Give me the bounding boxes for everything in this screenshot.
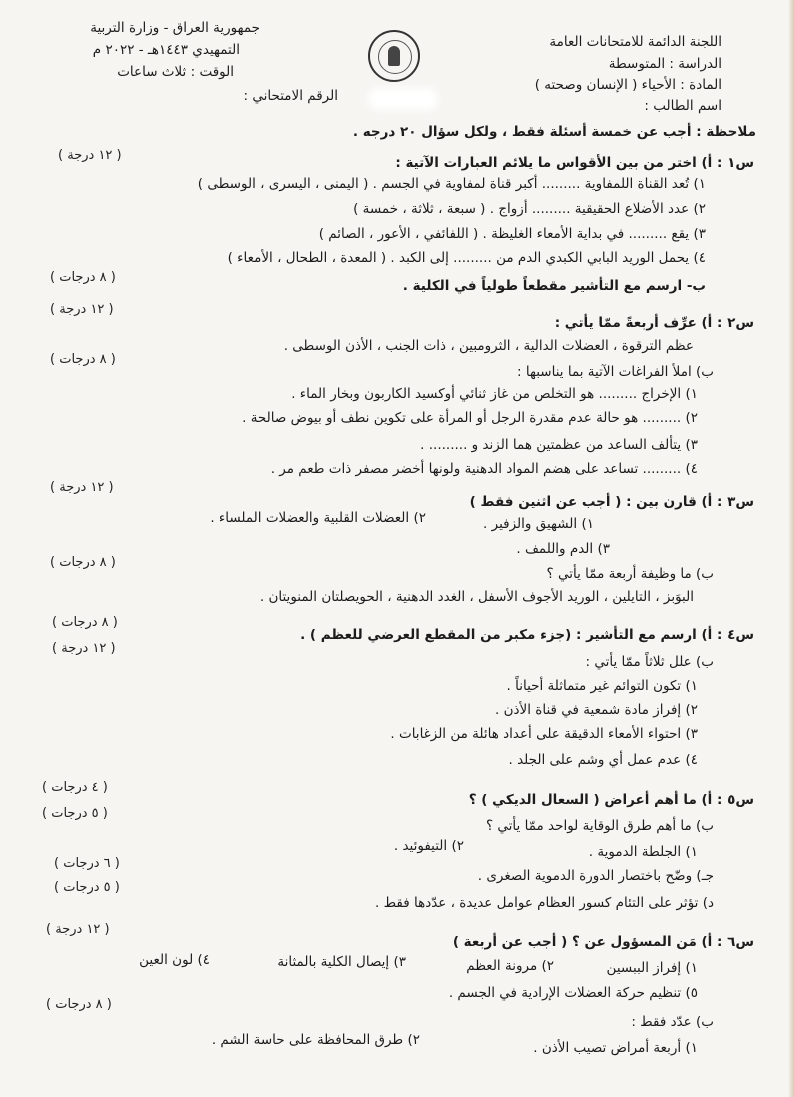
header-study: الدراسة : المتوسطة bbox=[608, 56, 722, 72]
header-republic: جمهورية العراق - وزارة التربية bbox=[90, 20, 260, 36]
q5-mark-c: ( ٦ درجات ) bbox=[54, 856, 120, 871]
q1-part-b: ب- ارسم مع التأشير مقطعاً طولياً في الكلية . bbox=[402, 278, 706, 294]
q2-item-4: ٤) ......... تساعد على هضم المواد الدهنية ولونها أخضر مصفر ذات طعم مر . bbox=[270, 461, 698, 477]
q5-mark-a: ( ٤ درجات ) bbox=[42, 780, 108, 795]
q2-terms: عظم الترقوة ، العضلات الدالية ، الثرومبين ، ذات الجنب ، الأذن الوسطى . bbox=[283, 338, 694, 354]
q1-item-2: ٢) عدد الأضلاع الحقيقية ......... أزواج . ( سبعة ، ثلاثة ، خمسة ) bbox=[353, 201, 706, 217]
q4-mark-a: ( ٨ درجات ) bbox=[52, 615, 118, 630]
q5-title: س٥ : أ) ما أهم أعراض ( السعال الديكي ) ؟ bbox=[468, 792, 754, 808]
q6-item-2: ٢) مرونة العظم bbox=[466, 958, 554, 974]
exam-note: ملاحظة : أجب عن خمسة أسئلة فقط ، ولكل سؤال ٢٠ درجه . bbox=[352, 124, 756, 140]
header-time: الوقت : ثلاث ساعات bbox=[117, 64, 234, 80]
q3-part-b: ب) ما وظيفة أربعة ممّا يأتي ؟ bbox=[546, 566, 714, 582]
header-committee: اللجنة الدائمة للامتحانات العامة bbox=[549, 34, 722, 50]
q3-item-2: ٢) العضلات القلبية والعضلات الملساء . bbox=[210, 510, 426, 526]
q4-item-3: ٣) احتواء الأمعاء الدقيقة على أعداد هائلة من الزغابات . bbox=[390, 726, 698, 742]
q4-item-2: ٢) إفراز مادة شمعية في قناة الأذن . bbox=[495, 702, 698, 718]
q6-item-5: ٥) تنظيم حركة العضلات الإرادية في الجسم . bbox=[448, 985, 698, 1001]
q5-item-2: ٢) التيفوئيد . bbox=[393, 838, 464, 854]
q2-item-3: ٣) يتألف الساعد من عظمتين هما الزند و ......... . bbox=[420, 437, 698, 453]
q6-b-item-1: ١) أربعة أمراض تصيب الأذن . bbox=[533, 1040, 698, 1056]
redacted-area bbox=[368, 88, 438, 110]
q3-terms: البوَبز ، التايلين ، الوريد الأجوف الأسفل ، الغدد الدهنية ، الحويصلتان المنويتان . bbox=[259, 589, 694, 605]
q4-mark-b: ( ١٢ درجة ) bbox=[52, 641, 116, 656]
header-subject: المادة : الأحياء ( الإنسان وصحته ) bbox=[534, 77, 722, 93]
q5-part-c: جـ) وضّح باختصار الدورة الدموية الصغرى . bbox=[477, 868, 714, 884]
header-exam-number: الرقم الامتحاني : bbox=[243, 88, 338, 104]
q1-title: س١ : أ) اختر من بين الأقواس ما يلائم العبارات الآتية : bbox=[395, 155, 754, 171]
q5-mark-d: ( ٥ درجات ) bbox=[54, 880, 120, 895]
header-session: التمهيدي ١٤٤٣هـ - ٢٠٢٢ م bbox=[92, 42, 240, 58]
q6-item-4: ٤) لون العين bbox=[139, 952, 210, 968]
q2-mark-a: ( ١٢ درجة ) bbox=[50, 302, 114, 317]
q4-title: س٤ : أ) ارسم مع التأشير : (جزء مكبر من المقطع العرضي للعظم ) . bbox=[300, 627, 754, 643]
q2-title: س٢ : أ) عرِّف أربعةً ممّا يأتي : bbox=[554, 315, 754, 331]
q6-item-1: ١) إفراز الببسين bbox=[606, 960, 698, 976]
q2-item-1: ١) الإخراج ......... هو التخلص من غاز ثنائي أوكسيد الكاربون وبخار الماء . bbox=[291, 386, 698, 402]
q6-part-b: ب) عدّد فقط : bbox=[631, 1014, 714, 1030]
q3-item-1: ١) الشهيق والزفير . bbox=[483, 516, 594, 532]
paper-edge bbox=[788, 0, 794, 1097]
q4-item-1: ١) تكون التوائم غير متماثلة أحياناً . bbox=[506, 678, 698, 694]
q6-item-3: ٣) إيصال الكلية بالمثانة bbox=[277, 954, 406, 970]
header-student-name: اسم الطالب : bbox=[644, 98, 722, 114]
q3-item-3: ٣) الدم واللمف . bbox=[516, 541, 610, 557]
q2-part-b: ب) املأ الفراغات الآتية بما يناسبها : bbox=[517, 364, 714, 380]
q5-item-1: ١) الجلطة الدموية . bbox=[588, 844, 698, 860]
q6-mark-b: ( ٨ درجات ) bbox=[46, 997, 112, 1012]
q4-item-4: ٤) عدم عمل أي وشم على الجلد . bbox=[508, 752, 698, 768]
q5-mark-b: ( ٥ درجات ) bbox=[42, 806, 108, 821]
q6-title: س٦ : أ) مَن المسؤول عن ؟ ( أجب عن أربعة ) bbox=[452, 934, 754, 950]
q1-item-1: ١) تُعد القناة اللمفاوية ......... أكبر قناة لمفاوية في الجسم . ( اليمنى ، اليسرى ، الوسطى ) bbox=[197, 176, 706, 192]
q6-b-item-2: ٢) طرق المحافظة على حاسة الشم . bbox=[211, 1032, 420, 1048]
q4-part-b: ب) علل ثلاثاً ممّا يأتي : bbox=[585, 654, 714, 670]
q5-part-d: د) تؤثر على التئام كسور العظام عوامل عديدة ، عدّدها فقط . bbox=[375, 895, 714, 911]
q2-item-2: ٢) ......... هو حالة عدم مقدرة الرجل أو المرأة على تكوين نطف أو بيوض صالحة . bbox=[242, 410, 698, 426]
ministry-seal-icon bbox=[368, 30, 420, 82]
q2-mark-b: ( ٨ درجات ) bbox=[50, 352, 116, 367]
q3-title: س٣ : أ) قارن بين : ( أجب عن اثنين فقط ) bbox=[469, 494, 754, 510]
q1-mark-b: ( ٨ درجات ) bbox=[50, 270, 116, 285]
q1-mark-a: ( ١٢ درجة ) bbox=[58, 148, 122, 163]
q5-part-b: ب) ما أهم طرق الوقاية لواحد ممّا يأتي ؟ bbox=[485, 818, 714, 834]
q3-mark-a: ( ١٢ درجة ) bbox=[50, 480, 114, 495]
q6-mark-a: ( ١٢ درجة ) bbox=[46, 922, 110, 937]
q1-item-4: ٤) يحمل الوريد البابي الكبدي الدم من ......... إلى الكبد . ( المعدة ، الطحال ، الأمعاء ) bbox=[227, 250, 706, 266]
q3-mark-b: ( ٨ درجات ) bbox=[50, 555, 116, 570]
q1-item-3: ٣) يقع ......... في بداية الأمعاء الغليظة . ( اللفائفي ، الأعور ، الصائم ) bbox=[318, 226, 706, 242]
